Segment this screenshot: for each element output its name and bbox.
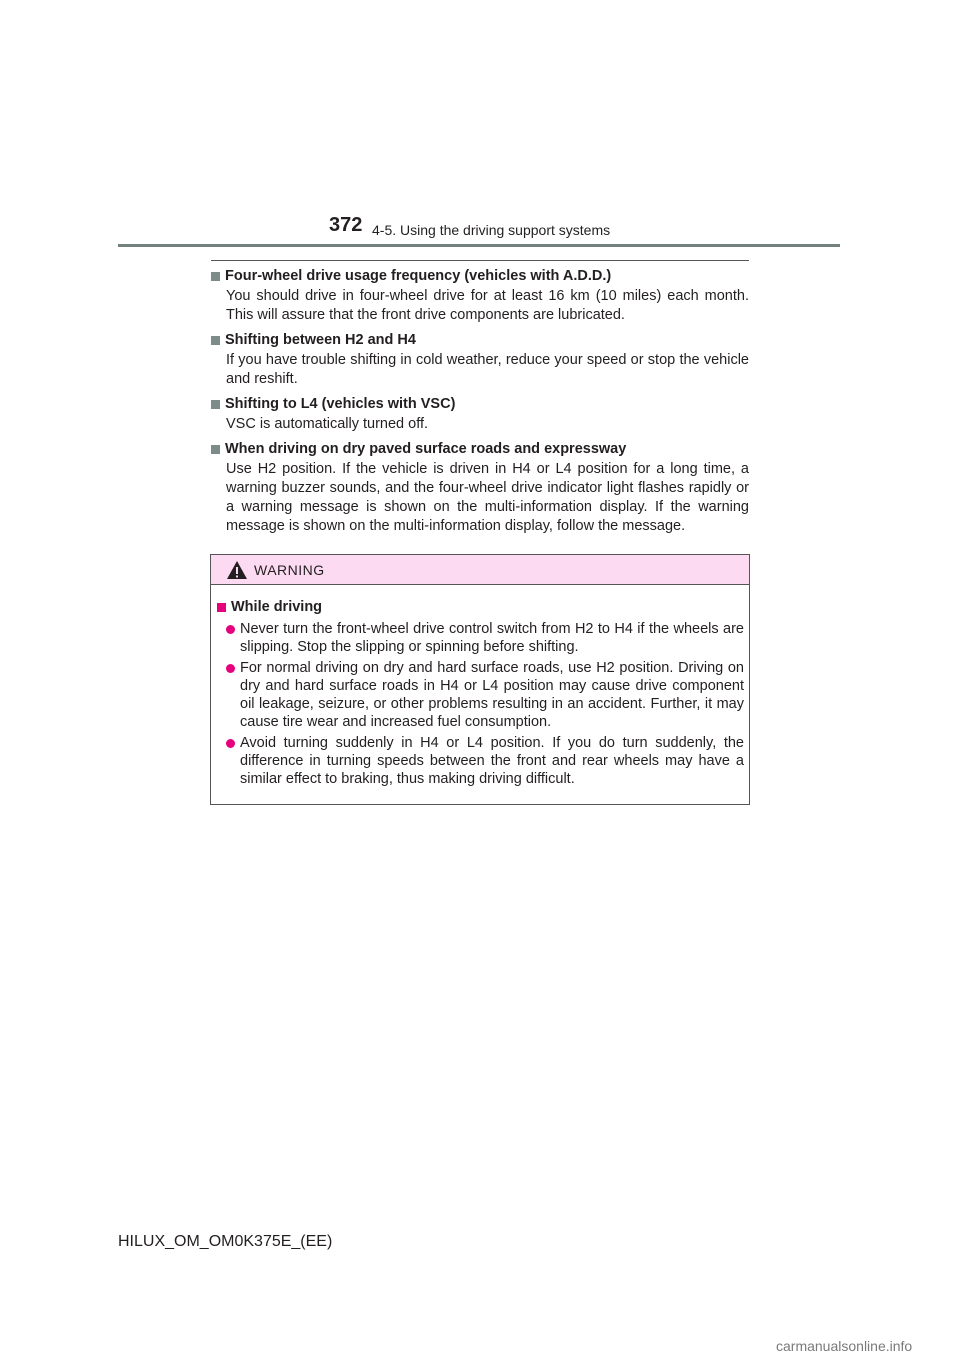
- warning-bullet-text: Never turn the front-wheel drive control switch from H2 to H4 if the wheels are slipping. Stop the slipping or spinning before shifting.: [240, 621, 744, 655]
- warning-bullet: [217, 659, 744, 731]
- topic-heading-text: When driving on dry paved surface roads and expressway: [225, 441, 627, 457]
- square-bullet-icon: [217, 603, 226, 612]
- topic-shifting-l4: [211, 394, 749, 434]
- warning-bullet: [217, 734, 744, 788]
- topic-heading: [211, 266, 749, 286]
- warning-heading: [217, 597, 744, 617]
- header-divider: [118, 244, 840, 247]
- warning-box: [210, 554, 750, 805]
- warning-bullet-text: Avoid turning suddenly in H4 or L4 position. If you do turn suddenly, the difference in turning speeds between the front and rear wheels may have a similar effect to braking, thus making driving difficult.: [240, 735, 744, 787]
- topic-heading-text: Shifting between H2 and H4: [225, 332, 416, 348]
- square-bullet-icon: [211, 272, 220, 281]
- warning-body: [211, 585, 749, 788]
- watermark: carmanualsonline.info: [776, 1338, 913, 1354]
- circle-bullet-icon: [226, 625, 235, 634]
- topic-body: If you have trouble shifting in cold weather, reduce your speed or stop the vehicle and reshift.: [226, 352, 749, 387]
- square-bullet-icon: [211, 336, 220, 345]
- topic-body: You should drive in four-wheel drive for at least 16 km (10 miles) each month. This will assure that the front drive components are lubricated.: [226, 288, 749, 323]
- content-section: [211, 266, 749, 541]
- warning-label: WARNING: [254, 561, 325, 578]
- content-divider: [211, 260, 749, 261]
- circle-bullet-icon: [226, 664, 235, 673]
- topic-heading: [211, 330, 749, 350]
- page-header: [0, 0, 960, 250]
- warning-triangle-icon: [226, 560, 248, 580]
- section-title: 4-5. Using the driving support systems: [372, 222, 611, 238]
- warning-header: [211, 555, 749, 585]
- topic-shifting-h2-h4: [211, 330, 749, 389]
- topic-heading-text: Four-wheel drive usage frequency (vehicles with A.D.D.): [225, 268, 612, 284]
- page-number: 372: [329, 214, 363, 236]
- square-bullet-icon: [211, 445, 220, 454]
- topic-body: VSC is automatically turned off.: [226, 416, 429, 432]
- warning-bullet: [217, 620, 744, 656]
- topic-four-wheel-frequency: [211, 266, 749, 325]
- topic-heading: [211, 439, 749, 459]
- topic-heading-text: Shifting to L4 (vehicles with VSC): [225, 396, 456, 412]
- topic-body: Use H2 position. If the vehicle is driven in H4 or L4 position for a long time, a warning buzzer sounds, and the four-wheel drive indicator light flashes rapidly or a warning message is shown on the multi-information display. If the warning message is shown on the multi-information display, follow the message.: [226, 461, 749, 534]
- warning-heading-text: While driving: [231, 599, 323, 615]
- square-bullet-icon: [211, 400, 220, 409]
- topic-heading: [211, 394, 749, 414]
- document-code: HILUX_OM_OM0K375E_(EE): [118, 1233, 333, 1250]
- topic-dry-paved-roads: [211, 439, 749, 536]
- circle-bullet-icon: [226, 739, 235, 748]
- warning-bullet-text: For normal driving on dry and hard surface roads, use H2 position. Driving on dry and hard surface roads in H4 or L4 position may cause drive component oil leakage, seizure, or other problems resulting in an accident. Further, it may cause tire wear and increased fuel consumption.: [240, 660, 744, 730]
